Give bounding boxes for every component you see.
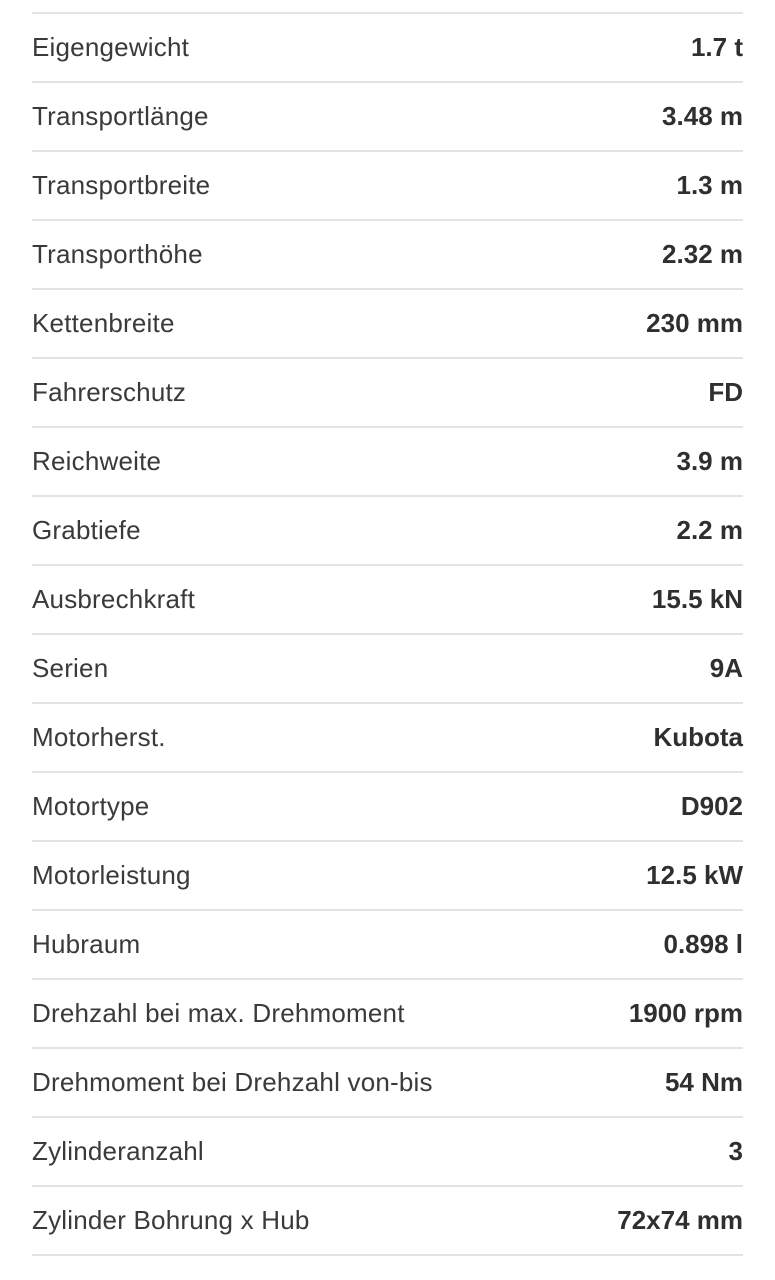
spec-table bbox=[32, 12, 743, 1256]
spec-label: Fahrerschutz bbox=[32, 377, 187, 407]
spec-value: 230 mm bbox=[646, 308, 743, 338]
spec-label: Zylinderanzahl bbox=[32, 1136, 204, 1166]
spec-label: Eigengewicht bbox=[32, 32, 190, 62]
spec-label: Transportlänge bbox=[32, 101, 209, 131]
spec-label: Motorleistung bbox=[32, 860, 191, 890]
spec-value: 15.5 kN bbox=[651, 584, 743, 614]
spec-value: 72x74 mm bbox=[617, 1205, 743, 1235]
spec-row-ausbrechkraft bbox=[32, 566, 743, 635]
spec-value: 12.5 kW bbox=[646, 860, 743, 890]
spec-value: Kubota bbox=[653, 722, 743, 752]
spec-row-motorleistung bbox=[32, 842, 743, 911]
spec-value: 54 Nm bbox=[664, 1067, 743, 1097]
spec-value: D902 bbox=[680, 791, 743, 821]
spec-value: 1.3 m bbox=[676, 170, 743, 200]
spec-row-zylinderanzahl bbox=[32, 1118, 743, 1187]
spec-row-drehmoment bbox=[32, 1049, 743, 1118]
spec-value: 3.48 m bbox=[662, 101, 743, 131]
spec-value: 1.7 t bbox=[690, 32, 743, 62]
spec-value: 3 bbox=[728, 1136, 743, 1166]
spec-label: Motorherst. bbox=[32, 722, 166, 752]
spec-value: 1900 rpm bbox=[628, 998, 743, 1028]
spec-label: Hubraum bbox=[32, 929, 141, 959]
spec-value: 3.9 m bbox=[676, 446, 743, 476]
spec-value: 9A bbox=[709, 653, 743, 683]
spec-row-motortype bbox=[32, 773, 743, 842]
spec-label: Kettenbreite bbox=[32, 308, 175, 338]
spec-value: 2.2 m bbox=[676, 515, 743, 545]
spec-label: Zylinder Bohrung x Hub bbox=[32, 1205, 310, 1235]
spec-row-grabtiefe bbox=[32, 497, 743, 566]
spec-row-kettenbreite bbox=[32, 290, 743, 359]
spec-row-zylinder-bohrung-hub bbox=[32, 1187, 743, 1256]
spec-label: Grabtiefe bbox=[32, 515, 141, 545]
spec-row-motorhersteller bbox=[32, 704, 743, 773]
spec-row-eigengewicht bbox=[32, 14, 743, 83]
spec-value: FD bbox=[708, 377, 743, 407]
spec-label: Ausbrechkraft bbox=[32, 584, 196, 614]
spec-value: 2.32 m bbox=[662, 239, 743, 269]
spec-row-fahrerschutz bbox=[32, 359, 743, 428]
spec-label: Transportbreite bbox=[32, 170, 211, 200]
spec-label: Drehzahl bei max. Drehmoment bbox=[32, 998, 405, 1028]
spec-row-transporthoehe bbox=[32, 221, 743, 290]
spec-row-transportlaenge bbox=[32, 83, 743, 152]
spec-label: Reichweite bbox=[32, 446, 162, 476]
spec-label: Motortype bbox=[32, 791, 150, 821]
spec-row-drehzahl bbox=[32, 980, 743, 1049]
spec-row-transportbreite bbox=[32, 152, 743, 221]
spec-label: Drehmoment bei Drehzahl von-bis bbox=[32, 1067, 433, 1097]
spec-label: Transporthöhe bbox=[32, 239, 203, 269]
spec-row-reichweite bbox=[32, 428, 743, 497]
spec-value: 0.898 l bbox=[663, 929, 743, 959]
spec-row-hubraum bbox=[32, 911, 743, 980]
spec-row-serien bbox=[32, 635, 743, 704]
spec-label: Serien bbox=[32, 653, 109, 683]
